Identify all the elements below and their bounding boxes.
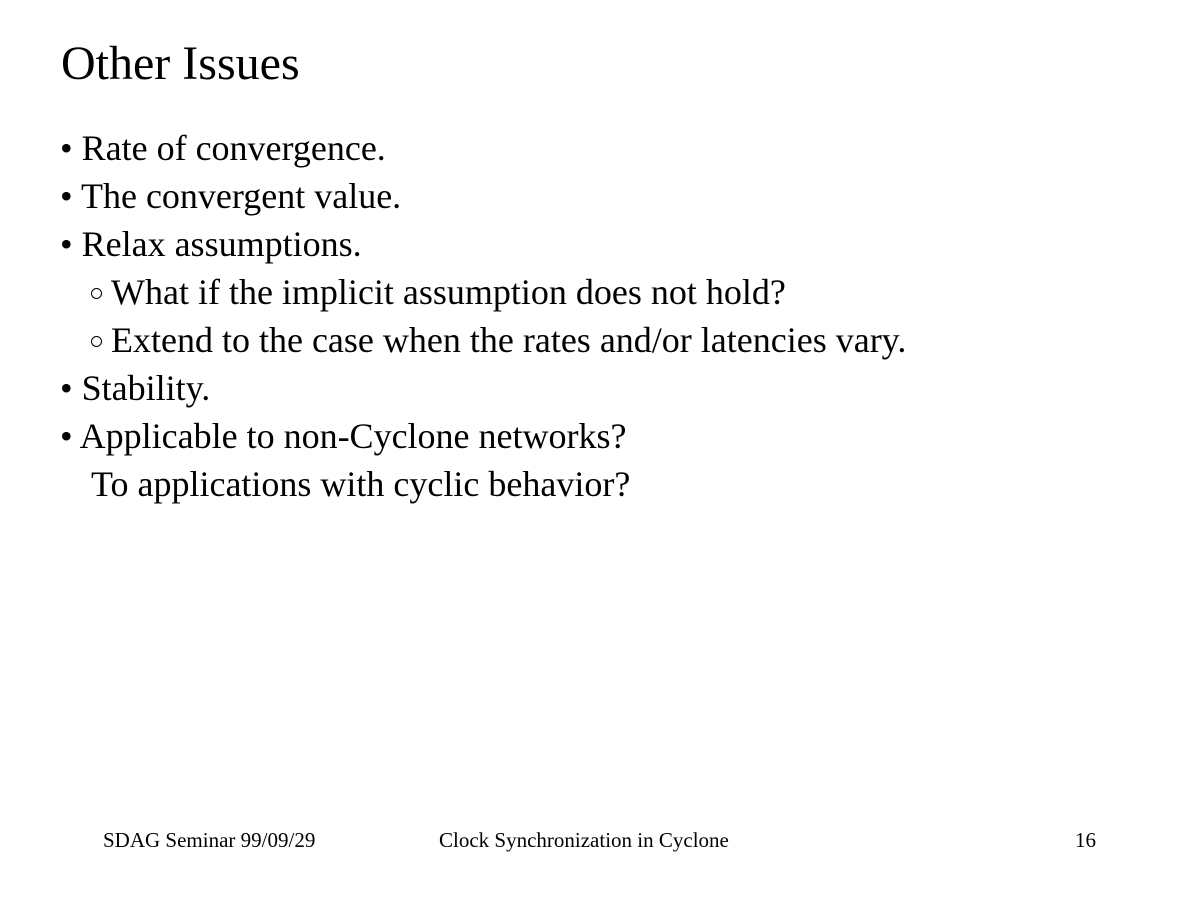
bullet-marker: • <box>60 176 73 216</box>
bullet-item <box>60 412 626 460</box>
bullet-text: Stability. <box>81 368 211 408</box>
slide-title: Other Issues <box>61 37 300 90</box>
bullet-text: The convergent value. <box>80 176 402 216</box>
bullet-marker: • <box>60 224 73 264</box>
page-number: 16 <box>1075 828 1096 852</box>
circle-bullet-icon <box>91 336 102 347</box>
bullet-item <box>60 124 386 172</box>
bullet-item <box>60 220 362 268</box>
bullet-item <box>60 364 210 412</box>
bullet-item <box>60 172 401 220</box>
bullet-marker: • <box>60 368 73 408</box>
bullet-text: Rate of convergence. <box>81 128 386 168</box>
bullet-text: Relax assumptions. <box>81 224 362 264</box>
bullet-text: To applications with cyclic behavior? <box>91 464 631 504</box>
sub-bullet-item <box>91 316 906 364</box>
sub-bullet-text: Extend to the case when the rates and/or latencies vary. <box>111 320 907 360</box>
sub-bullet-text: What if the implicit assumption does not hold? <box>111 272 786 312</box>
bullet-text: Applicable to non-Cyclone networks? <box>79 416 627 456</box>
footer-center: Clock Synchronization in Cyclone <box>439 828 729 852</box>
circle-bullet-icon <box>91 288 102 299</box>
bullet-marker: • <box>60 416 73 456</box>
bullet-marker: • <box>60 128 73 168</box>
bullet-continuation <box>91 460 630 508</box>
footer-left: SDAG Seminar 99/09/29 <box>103 828 316 852</box>
sub-bullet-item <box>91 268 786 316</box>
